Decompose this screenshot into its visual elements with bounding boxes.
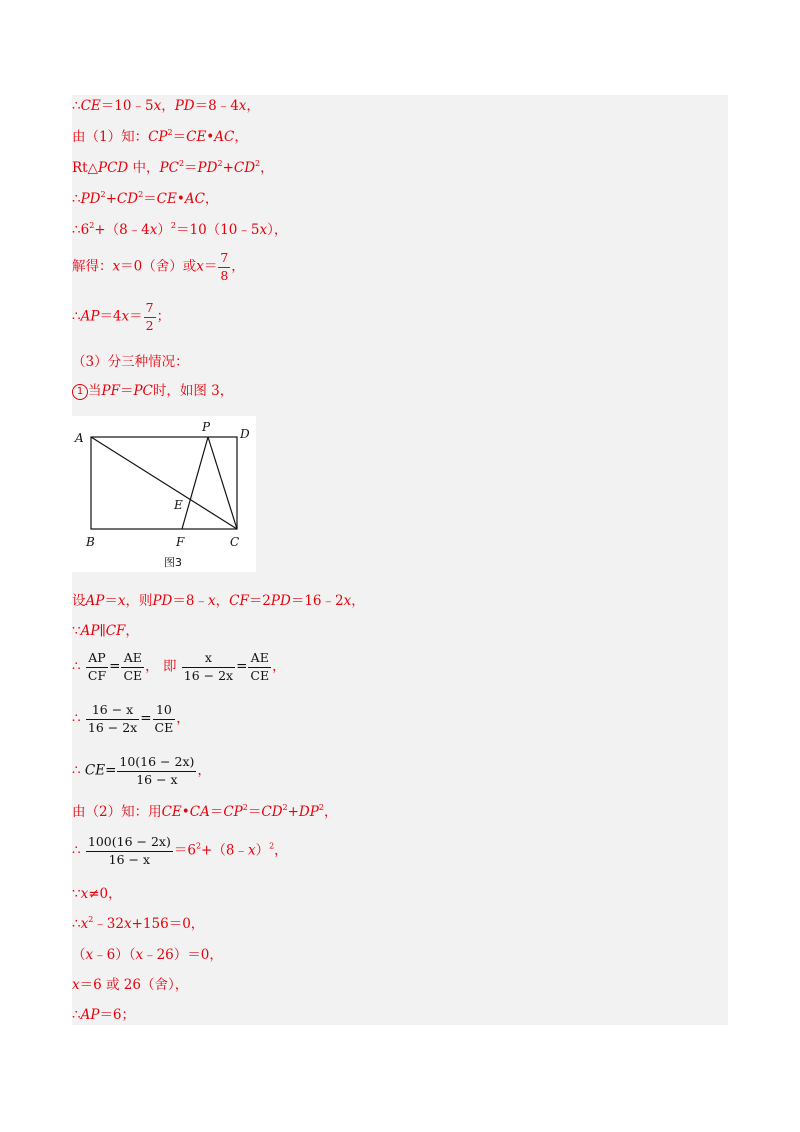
line-factor: （x﹣6）（x﹣26）＝0， (72, 947, 223, 963)
fraction: $\frac{7}{2}$ (145, 300, 154, 333)
line-three-cases: （3）分三种情况： (72, 354, 189, 370)
label-a: A (75, 431, 84, 445)
label-f: F (176, 535, 185, 549)
fraction-100: $\frac{100(16 - 2x)}{16 - x}$ (87, 834, 171, 867)
geometry-figure (72, 416, 256, 572)
line-ce-expression: ∴ CE= $\frac{10(16 - 2x)}{16 - x}$ ， (72, 754, 211, 787)
fraction-x: $\frac{x}{16 - 2x}$ (183, 650, 234, 683)
line-pythagoras: Rt△PCD 中，$PC^2=PD^2+CD^2$， (72, 159, 274, 176)
label-b: B (86, 535, 95, 549)
line-quadratic: $\therefore x^2﹣32x+156=0$， (72, 915, 205, 932)
circled-number: 1 (72, 384, 88, 400)
line-ratio: ∴ $\frac{AP}{CF}$ = $\frac{AE}{CE}$ ， 即 $\frac{x}{16 - 2x}$ = $\frac{AE}{CE}$ ， (72, 650, 286, 683)
label-p: P (202, 420, 211, 434)
fraction-10-ce: $\frac{10}{CE}$ (154, 702, 174, 735)
line-equation-2: ∴ $\frac{100(16 - 2x)}{16 - x}$ $=6^2+(8﹣x)^2$， (72, 834, 288, 867)
figure-caption: 图3 (164, 556, 182, 569)
label-d: D (240, 427, 250, 441)
line-case1: 1 当PF＝PC时，如图 3， (72, 384, 233, 400)
line-parallel: ∵AP∥CF， (72, 623, 139, 639)
segment-pf (182, 437, 208, 529)
line-set-ap: 设AP＝x，则PD＝8﹣x，CF＝2PD＝16﹣2x， (72, 593, 365, 609)
figure-svg (72, 416, 256, 572)
fraction-ap-cf: $\frac{AP}{CF}$ (87, 650, 107, 683)
label-e: E (174, 498, 183, 512)
line-ratio-2: ∴ $\frac{16 - x}{16 - 2x}$ = $\frac{10}{CE}$ ， (72, 702, 190, 735)
line-from-part2: 由（2）知：用$CE•CA=CP^2=CD^2+DP^2$， (72, 803, 338, 820)
line-equation: $\therefore 6^2+(8﹣4x)^2=10(10﹣5x)$， (72, 221, 288, 238)
fraction-ce: $\frac{10(16 - 2x)}{16 - x}$ (119, 754, 195, 787)
line-roots: x＝6 或 26（舍）， (72, 977, 189, 993)
fraction: $\frac{7}{8}$ (220, 250, 229, 283)
label-c: C (230, 535, 240, 549)
line-ap-result: ∴AP＝4x＝ $\frac{7}{2}$ ； (72, 300, 171, 333)
line-solve-x: 解得：x＝0（舍）或x＝ $\frac{7}{8}$ ， (72, 250, 245, 283)
line-ap-final: ∴AP＝6； (72, 1007, 136, 1023)
line-x-nonzero: ∵x≠0， (72, 886, 122, 902)
segment-pc (208, 437, 237, 529)
fraction-ae-ce: $\frac{AE}{CE}$ (123, 650, 143, 683)
fraction-16-x: $\frac{16 - x}{16 - 2x}$ (87, 702, 138, 735)
line-combined: $\therefore PD^2+CD^2=CE•AC$， (72, 190, 219, 207)
diagonal-ac (91, 437, 237, 529)
fraction-ae-ce-2: $\frac{AE}{CE}$ (250, 650, 270, 683)
line-ce-pd: ∴CE＝10﹣5x，PD＝8﹣4x， (72, 98, 260, 114)
line-from-part1: 由（1）知：$CP^2=CE•AC$， (72, 128, 248, 145)
